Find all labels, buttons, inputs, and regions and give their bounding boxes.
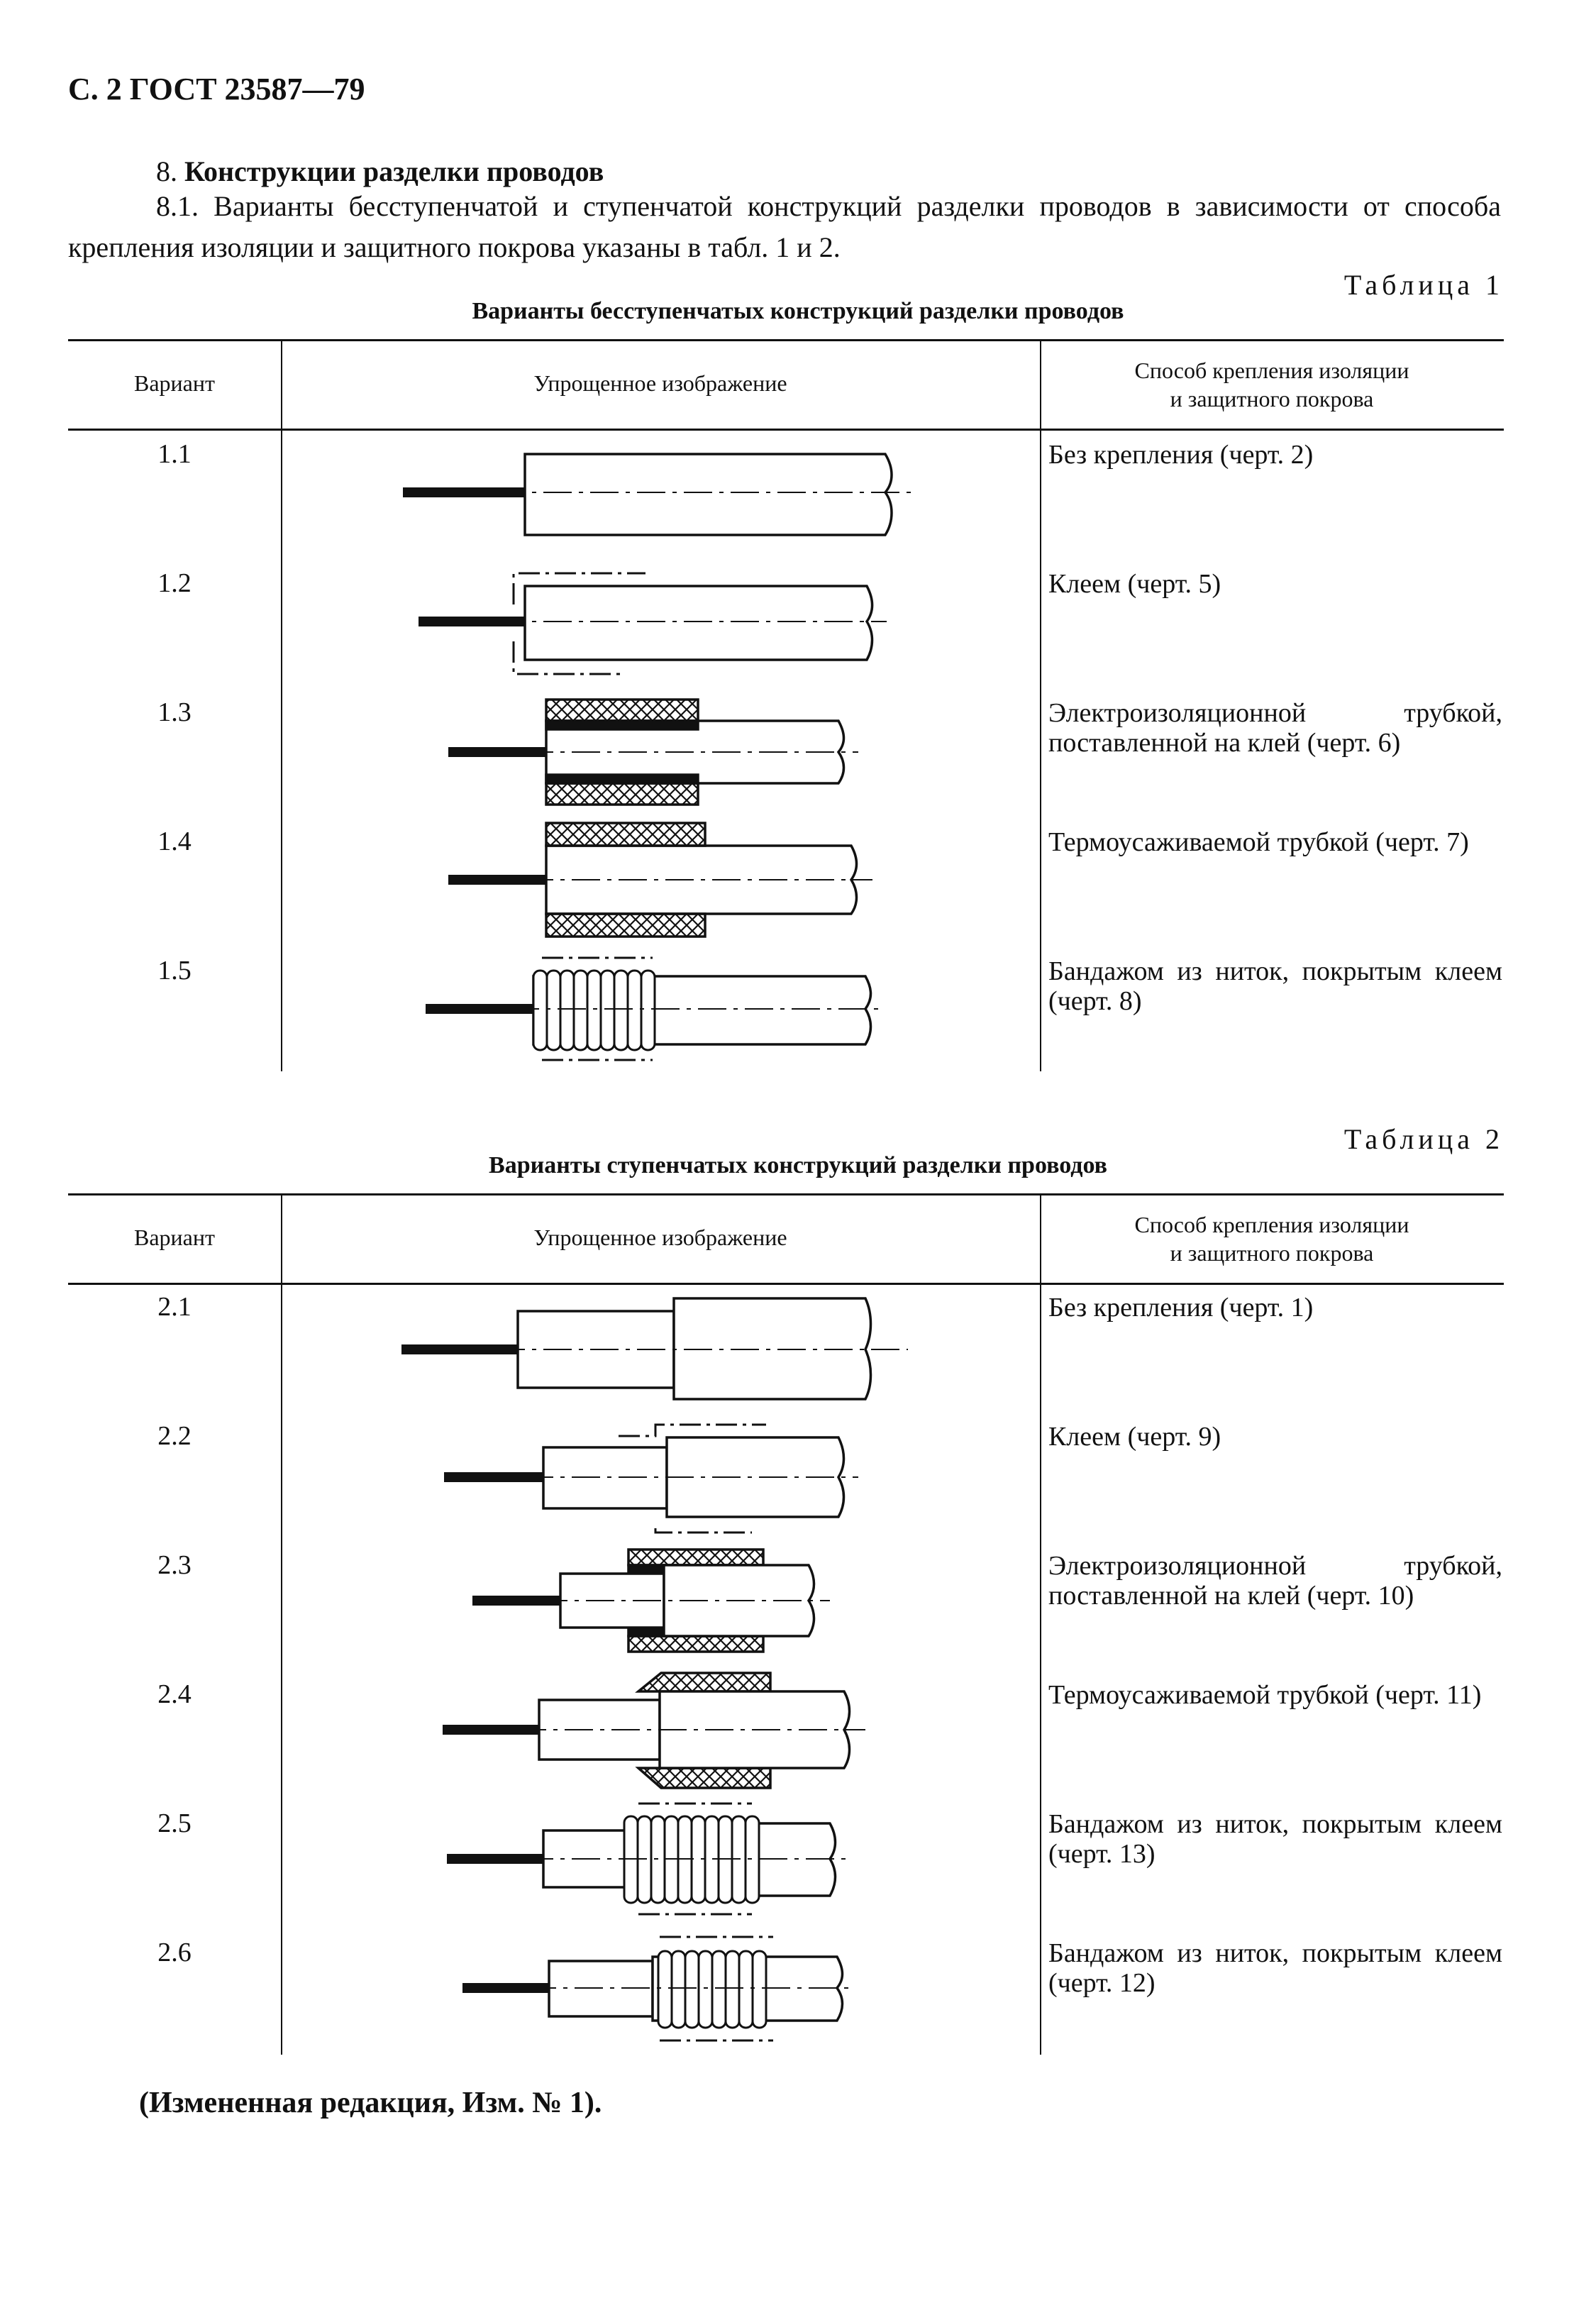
table1-variant-4: 1.4 — [157, 827, 192, 856]
table1-method-1: Без крепления (черт. 2) — [1048, 440, 1314, 470]
drawing-2-2 — [444, 1425, 858, 1532]
table1-method-3: Электроизоляционной трубкой, поставленной на клей (черт. 6) — [1048, 698, 1502, 758]
drawing-2-1 — [401, 1298, 908, 1399]
table2-variant-4: 2.4 — [157, 1679, 192, 1709]
table1-variant-1: 1.1 — [157, 439, 192, 469]
table1-method-5: Бандажом из ниток, покрытым клеем (черт. 8) — [1048, 956, 1502, 1016]
table1-header-variant: Вариант — [134, 370, 215, 396]
page-header: С. 2 ГОСТ 23587—79 — [68, 72, 365, 106]
table2-label: Таблица 2 — [1343, 1123, 1504, 1155]
table2-variant-1: 2.1 — [157, 1292, 192, 1322]
drawing-2-4 — [443, 1673, 865, 1788]
table2-method-1: Без крепления (черт. 1) — [1048, 1293, 1314, 1322]
drawing-2-5 — [447, 1804, 851, 1914]
table2-method-5: Бандажом из ниток, покрытым клеем (черт. 13) — [1048, 1809, 1502, 1869]
table2-method-3: Электроизоляционной трубкой, поставленной на клей (черт. 10) — [1048, 1551, 1502, 1611]
table1-label: Таблица 1 — [1343, 269, 1504, 301]
table2-header-method: Способ крепления изоляции и защитного покрова — [1134, 1212, 1409, 1266]
table1-header-method: Способ крепления изоляции и защитного покрова — [1134, 358, 1409, 412]
table2-caption: Варианты ступенчатых конструкций разделки проводов — [489, 1152, 1107, 1178]
table2-method-6: Бандажом из ниток, покрытым клеем (черт. 12) — [1048, 1938, 1502, 1998]
table1-caption: Варианты бесступенчатых конструкций разделки проводов — [472, 298, 1124, 324]
table2-method-4: Термоусаживаемой трубкой (черт. 11) — [1048, 1680, 1482, 1710]
revision-note: (Измененная редакция, Изм. № 1). — [139, 2087, 602, 2119]
table1-method-2: Клеем (черт. 5) — [1048, 569, 1221, 599]
table1-header-image: Упрощенное изображение — [533, 370, 787, 396]
table1-variant-2: 1.2 — [157, 568, 192, 598]
table2-header-image: Упрощенное изображение — [533, 1225, 787, 1250]
section-number: 8. — [156, 155, 177, 187]
drawing-2-6 — [462, 1937, 855, 2040]
table2-method-2: Клеем (черт. 9) — [1048, 1422, 1221, 1452]
table2-variant-3: 2.3 — [157, 1550, 192, 1580]
drawing-2-3 — [472, 1550, 830, 1652]
table1-variant-5: 1.5 — [157, 956, 192, 985]
table2-header-variant: Вариант — [134, 1225, 215, 1250]
section-title-text: Конструкции разделки проводов — [184, 155, 604, 187]
table2-variant-2: 2.2 — [157, 1421, 192, 1451]
table2-variant-5: 2.5 — [157, 1808, 192, 1838]
intro-paragraph: 8.1. Варианты бесступенчатой и ступенчатой конструкций разделки проводов в зависимости от способа крепления изоляции и защитного покрова указаны в табл. 1 и 2. — [68, 190, 1501, 263]
table1-variant-3: 1.3 — [157, 697, 192, 727]
table2-variant-6: 2.6 — [157, 1938, 192, 1967]
table1-method-4: Термоусаживаемой трубкой (черт. 7) — [1048, 827, 1469, 857]
